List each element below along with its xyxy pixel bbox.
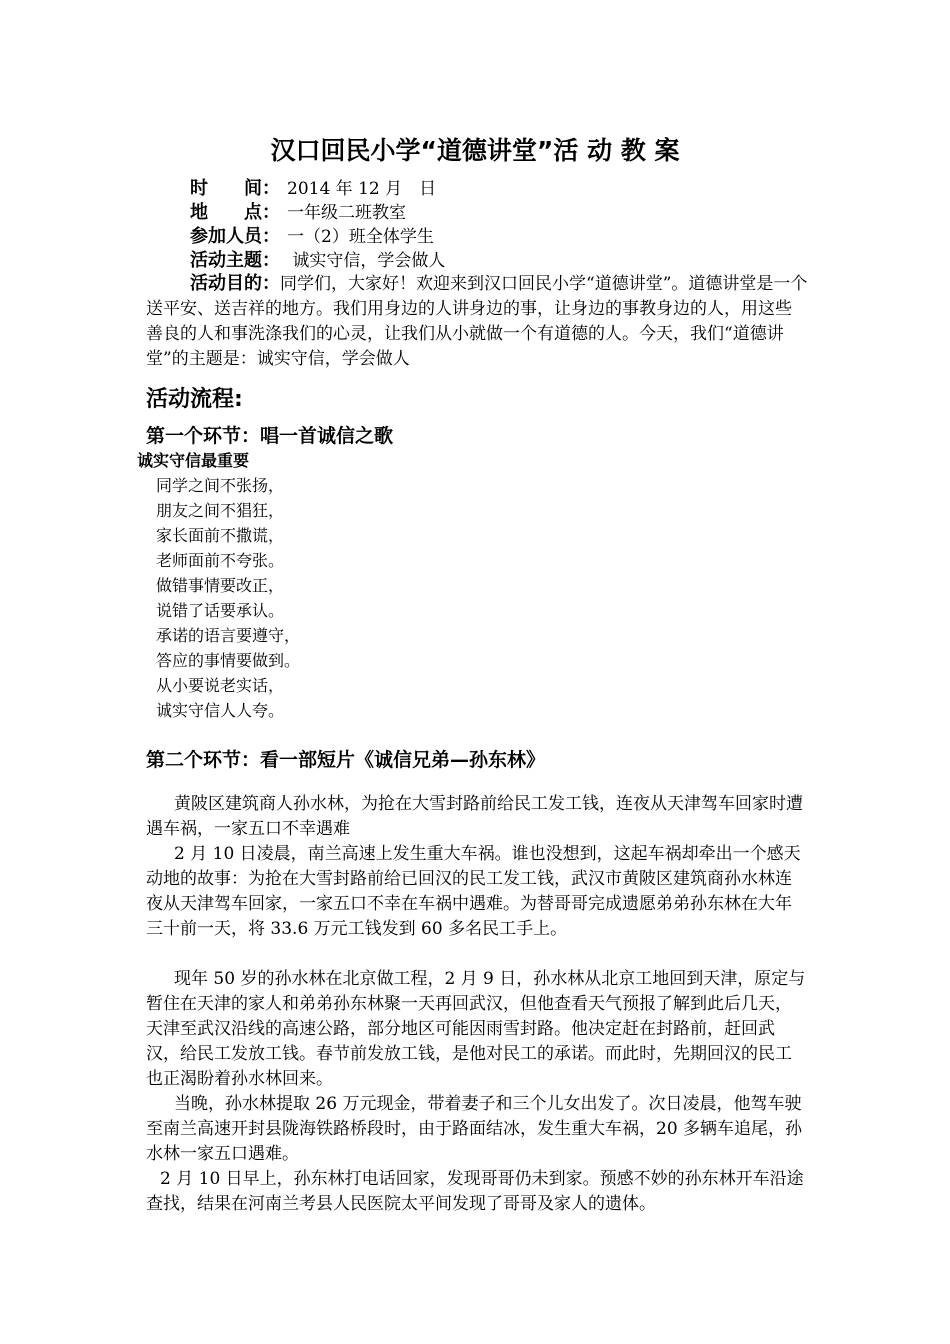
- song-line: 诚实守信人人夸。: [156, 701, 285, 720]
- activity-flow-heading: 活动流程:: [146, 387, 243, 412]
- story-paragraph: 2 月 10 日凌晨，南兰高速上发生重大车祸。谁也没想到，这起车祸却牵出一个感天动地的故事：为抢在大雪封路前给已回汉的民工发工钱，武汉市黄陂区建筑商孙水林连夜从天津驾车回家，一家五口不幸在车祸中遇难。为替哥哥完成遗愿弟弟孙东林在大年三十前一天，将 33.6 万元工钱发到 60 多名民工手上。: [146, 844, 801, 939]
- song-title: 诚实守信最重要: [137, 451, 250, 470]
- meta-theme-value: 诚实守信，学会做人: [287, 251, 446, 271]
- meta-time-label: 时 间：: [190, 178, 280, 199]
- meta-location: [190, 200, 406, 226]
- story-paragraph: 现年 50 岁的孙水林在北京做工程，2 月 9 日，孙水林从北京工地回到天津，原定与暂住在天津的家人和弟弟孙东林聚一天再回武汉，但他查看天气预报了解到此后几天，天津至武汉沿线的高速公路，部分地区可能因雨雪封路。他决定赶在封路前，赶回武汉，给民工发放工钱。春节前发放工钱，是他对民工的承诺。而此时，先期回汉的民工也正渴盼着孙水林回来。: [146, 969, 806, 1089]
- story-paragraph: 黄陂区建筑商人孙水林，为抢在大雪封路前给民工发工钱，连夜从天津驾车回家时遭遇车祸，一家五口不幸遇难: [146, 794, 803, 839]
- song-line: 同学之间不张扬，: [156, 476, 285, 495]
- meta-time-value: 2014 年 12 月 日: [287, 179, 437, 199]
- activity-purpose-label: 活动目的：: [190, 273, 280, 294]
- song-line: 承诺的语言要遵守，: [156, 626, 301, 645]
- song-lyrics: [156, 473, 300, 723]
- story-paragraph: 当晚，孙水林提取 26 万元现金，带着妻子和三个儿女出发了。次日凌晨，他驾车驶至南兰高速开封县陇海铁路桥段时，由于路面结冰，发生重大车祸，20 多辆车追尾，孙水林一家五口遇难。: [146, 1094, 803, 1164]
- meta-time: [190, 176, 436, 202]
- meta-location-value: 一年级二班教室: [287, 203, 406, 223]
- story-text: [146, 792, 808, 1217]
- meta-location-label: 地 点：: [190, 202, 280, 223]
- section-1-heading: 第一个环节：唱一首诚信之歌: [146, 425, 394, 447]
- story-paragraph: 2 月 10 日早上，孙东林打电话回家，发现哥哥仍未到家。预感不妙的孙东林开车沿途查找，结果在河南兰考县人民医院太平间发现了哥哥及家人的遗体。: [146, 1169, 804, 1214]
- meta-participants-value: 一（2）班全体学生: [287, 227, 434, 247]
- activity-purpose: [146, 271, 808, 372]
- song-line: 说错了话要承认。: [156, 601, 285, 620]
- document-title: 汉口回民小学“道德讲堂”活 动 教 案: [270, 136, 680, 165]
- song-line: 做错事情要改正，: [156, 576, 285, 595]
- meta-participants: [190, 224, 434, 250]
- meta-theme-label: 活动主题：: [190, 250, 280, 271]
- song-line: 答应的事情要做到。: [156, 651, 301, 670]
- song-line: 老师面前不夸张。: [156, 551, 285, 570]
- meta-participants-label: 参加人员：: [190, 226, 280, 247]
- section-2-heading: 第二个环节：看一部短片《诚信兄弟—孙东林》: [146, 749, 546, 771]
- song-line: 家长面前不撒谎，: [156, 526, 285, 545]
- song-line: 从小要说老实话，: [156, 676, 285, 695]
- activity-purpose-text: 同学们，大家好！欢迎来到汉口回民小学“道德讲堂”。道德讲堂是一个送平安、送吉祥的地方。我们用身边的人讲身边的事，让身边的事教身边的人，用这些善良的人和事洗涤我们的心灵，让我们从小就做一个有道德的人。今天，我们“道德讲堂”的主题是：诚实守信，学会做人: [146, 274, 808, 369]
- song-line: 朋友之间不猖狂，: [156, 501, 285, 520]
